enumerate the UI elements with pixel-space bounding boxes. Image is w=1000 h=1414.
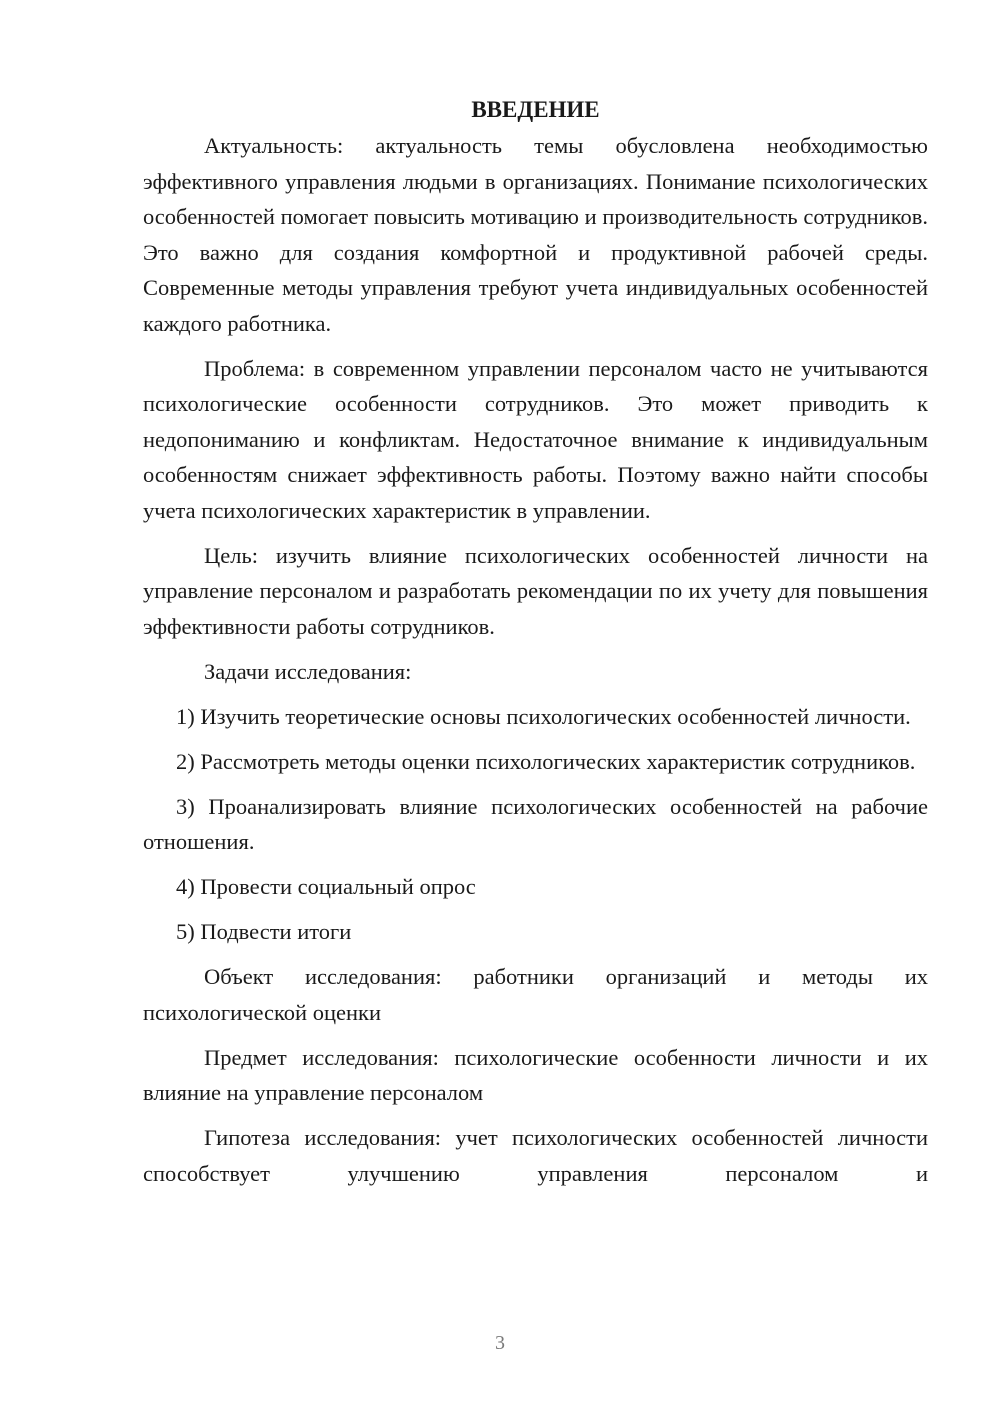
task-item-1: 1) Изучить теоретические основы психологических особенностей личности.: [176, 703, 911, 729]
paragraph-problem: Проблема: в современном управлении персоналом часто не учитываются психологические особенности сотрудников. Это может приводить к недопониманию и конфликтам. Недостаточное внимание к индивидуальным особенностям снижает эффективность работы. Поэтому важно найти способы учета психологических характеристик в управлении.: [143, 355, 928, 523]
paragraph-tasks-intro: Задачи исследования:: [204, 658, 412, 684]
section-heading: ВВЕДЕНИЕ: [471, 97, 600, 122]
page-number: 3: [495, 1332, 505, 1354]
paragraph-relevance: Актуальность: актуальность темы обусловлена необходимостью эффективного управления людьми в организациях. Понимание психологических особенностей помогает повысить мотивацию и производительность сотрудников. Это важно для создания комфортной и продуктивной рабочей среды. Современные методы управления требуют учета индивидуальных особенностей каждого работника.: [143, 133, 928, 336]
paragraph-object: Объект исследования: работники организаций и методы их психологической оценки: [143, 964, 928, 1025]
paragraph-goal: Цель: изучить влияние психологических особенностей личности на управление персоналом и разработать рекомендации по их учету для повышения эффективности работы сотрудников.: [143, 542, 928, 639]
page-content: [143, 92, 928, 1201]
task-item-2: 2) Рассмотреть методы оценки психологических характеристик сотрудников.: [176, 748, 916, 774]
task-item-4: 4) Провести социальный опрос: [176, 874, 476, 899]
task-item-3: 3) Проанализировать влияние психологических особенностей на рабочие отношения.: [143, 793, 928, 854]
task-item-5: 5) Подвести итоги: [176, 919, 352, 944]
paragraph-subject: Предмет исследования: психологические особенности личности и их влияние на управление персоналом: [143, 1044, 928, 1105]
paragraph-hypothesis: Гипотеза исследования: учет психологических особенностей личности способствует улучшению управления персоналом и: [143, 1125, 928, 1186]
